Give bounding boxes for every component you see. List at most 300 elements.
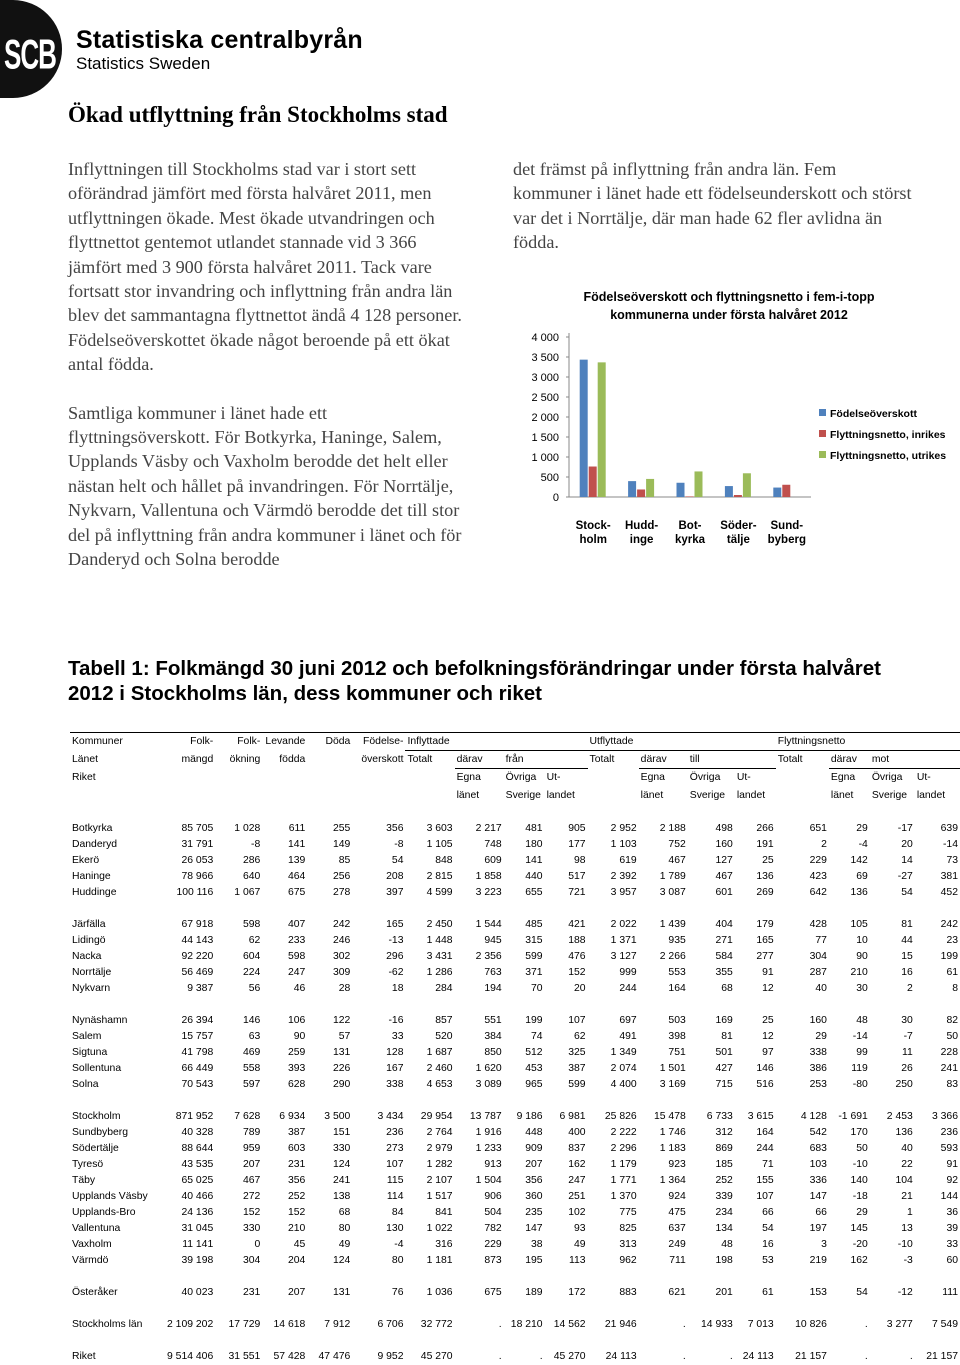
table-cell: 91 xyxy=(946,1159,958,1170)
table-header-cell xyxy=(215,787,262,805)
table-header-cell: födda xyxy=(279,754,306,765)
table-header-cell: från xyxy=(504,751,545,769)
table-cell: 30 xyxy=(901,1015,913,1026)
table-cell: 751 xyxy=(668,1047,686,1058)
table-cell: 39 198 xyxy=(181,1255,214,1266)
table-cell: 164 xyxy=(668,983,686,994)
table-cell: 1 022 xyxy=(426,1223,453,1234)
chart-y-tick-label: 0 xyxy=(552,492,559,504)
table-cell: -16 xyxy=(388,1015,404,1026)
table-cell: 8 xyxy=(952,983,958,994)
table-cell: 53 xyxy=(762,1255,774,1266)
logo-organization-subtitle: Statistics Sweden xyxy=(76,54,211,73)
table-cell: 287 xyxy=(809,967,827,978)
table-header-cell xyxy=(545,751,588,769)
chart-bar xyxy=(589,467,597,497)
table-cell: 469 xyxy=(242,1047,261,1058)
table-cell: 384 xyxy=(484,1031,502,1042)
table-cell: 249 xyxy=(668,1239,686,1250)
table-row-label: Stockholm xyxy=(72,1110,121,1122)
table-cell: -10 xyxy=(897,1239,913,1250)
table-cell: 146 xyxy=(242,1015,261,1026)
table-cell: 99 xyxy=(856,1047,868,1058)
table-cell: 40 328 xyxy=(181,1127,214,1138)
table-cell: 2 022 xyxy=(610,919,637,930)
table-cell: 43 535 xyxy=(181,1159,214,1170)
table-cell: 869 xyxy=(715,1143,733,1154)
chart-category-label: Bot- xyxy=(678,520,702,532)
chart-y-tick-label: 1 000 xyxy=(531,452,559,464)
table-cell: 1 439 xyxy=(659,919,686,930)
table-cell: 234 xyxy=(715,1207,733,1218)
table-cell: -10 xyxy=(852,1159,868,1170)
table-cell: 29 954 xyxy=(420,1111,453,1122)
table-cell: 114 xyxy=(386,1191,404,1202)
table-cell: 3 169 xyxy=(659,1079,686,1090)
table-row-label: Solna xyxy=(72,1078,99,1090)
table-cell: 277 xyxy=(756,951,774,962)
table-row xyxy=(70,1285,960,1301)
table-cell: 715 xyxy=(715,1079,733,1090)
scb-logo xyxy=(0,0,390,100)
table-cell: . xyxy=(682,1319,686,1330)
table-header-cell xyxy=(735,751,776,769)
table-cell: 130 xyxy=(386,1223,404,1234)
table-row xyxy=(70,1317,960,1333)
table-cell: 597 xyxy=(242,1079,261,1090)
table-cell: 33 xyxy=(946,1239,958,1250)
table-cell: 14 562 xyxy=(553,1319,586,1330)
body-paragraph: det främst på inflyttning från andra län. Fem kommuner i länet hade ett födelseunderskott och störst var det i Norrtälje, där man hade 62 fler avlidna än födda. xyxy=(513,159,912,253)
table-cell: 28 xyxy=(338,983,351,994)
table-cell: 1 771 xyxy=(610,1175,637,1186)
table-row-label: Nynäshamn xyxy=(72,1014,128,1026)
chart-bar xyxy=(580,360,588,497)
table-cell: 309 xyxy=(332,967,351,978)
table-cell: 491 xyxy=(619,1031,637,1042)
table-row xyxy=(70,1061,960,1077)
table-cell: . xyxy=(864,1319,868,1330)
table-header-cell: Sverige xyxy=(689,790,725,801)
table-cell: 400 xyxy=(568,1127,586,1138)
table-header-cell xyxy=(215,769,262,787)
table-cell: 1 349 xyxy=(610,1047,637,1058)
table-cell: 40 xyxy=(815,983,827,994)
table-cell: 241 xyxy=(940,1063,958,1074)
table-cell: -4 xyxy=(858,839,868,850)
table-cell: 142 xyxy=(850,855,868,866)
table-header-cell: länet xyxy=(456,790,480,801)
table-cell: 2 952 xyxy=(610,823,637,834)
table-cell: 504 xyxy=(484,1207,502,1218)
table-cell: 80 xyxy=(391,1255,404,1266)
table-row-label: Södertälje xyxy=(72,1142,119,1154)
table-cell: 54 xyxy=(391,855,404,866)
table-cell: 1 036 xyxy=(426,1287,453,1298)
table-cell: 107 xyxy=(756,1191,774,1202)
table-cell: 2 266 xyxy=(659,951,686,962)
table-cell: 3 957 xyxy=(610,887,637,898)
table-cell: 26 053 xyxy=(181,855,214,866)
table-row xyxy=(70,965,960,981)
table-cell: 224 xyxy=(242,967,261,978)
table-cell: 210 xyxy=(850,967,868,978)
table-cell: 517 xyxy=(568,871,586,882)
table-cell: 136 xyxy=(756,871,774,882)
table-cell: 253 xyxy=(809,1079,827,1090)
chart-title: Födelseöverskott och flyttningsnetto i fem-i-topp xyxy=(583,290,875,304)
table-cell: 1 504 xyxy=(475,1175,502,1186)
table-cell: 107 xyxy=(568,1015,586,1026)
table-cell: 134 xyxy=(715,1223,733,1234)
table-cell: 906 xyxy=(484,1191,502,1202)
table-cell: 599 xyxy=(568,1079,586,1090)
table-cell: 92 220 xyxy=(181,951,214,962)
table-header-cell: därav xyxy=(639,751,688,769)
table-cell: 82 xyxy=(946,1015,958,1026)
chart-bar xyxy=(677,483,685,497)
chart-y-tick-label: 3 000 xyxy=(531,372,559,384)
table-cell: 65 025 xyxy=(181,1175,214,1186)
table-cell: 2 764 xyxy=(426,1127,453,1138)
table-header-cell xyxy=(352,787,405,805)
table-cell: 165 xyxy=(756,935,774,946)
body-column-right xyxy=(513,157,913,255)
table-row-label: Tyresö xyxy=(72,1158,104,1170)
table-cell: 188 xyxy=(568,935,586,946)
table-cell: 14 618 xyxy=(273,1319,306,1330)
table-cell: 162 xyxy=(568,1159,586,1170)
table-row-label: Nykvarn xyxy=(72,982,111,994)
table-cell: 9 387 xyxy=(187,983,214,994)
table-cell: 371 xyxy=(525,967,543,978)
table-cell: 153 xyxy=(809,1287,827,1298)
table-cell: 7 013 xyxy=(747,1319,774,1330)
table-cell: 553 xyxy=(668,967,686,978)
table-cell: 31 045 xyxy=(181,1223,214,1234)
table-spacer-row xyxy=(70,997,960,1013)
table-cell: 56 xyxy=(248,983,261,994)
table-cell: 1 370 xyxy=(610,1191,637,1202)
table-cell: 155 xyxy=(756,1175,774,1186)
table-header-cell xyxy=(639,733,688,751)
table-cell: 2 392 xyxy=(610,871,637,882)
table-cell: -4 xyxy=(394,1239,404,1250)
table-cell: 146 xyxy=(756,1063,774,1074)
table-cell: 48 xyxy=(856,1015,868,1026)
table-cell: 11 xyxy=(902,1047,913,1058)
table-cell: 39 xyxy=(946,1223,958,1234)
table-cell: 398 xyxy=(668,1031,686,1042)
table-header-cell: Egna xyxy=(456,772,481,784)
table-header-cell: Inflyttade xyxy=(405,733,454,751)
table-cell: 21 157 xyxy=(795,1351,827,1362)
table-cell: 2 217 xyxy=(475,823,502,834)
table-cell: 2 979 xyxy=(426,1143,453,1154)
table-cell: 857 xyxy=(435,1015,453,1026)
table-cell: 3 434 xyxy=(377,1111,404,1122)
table-cell: 2 453 xyxy=(886,1111,913,1122)
table-cell: 228 xyxy=(940,1047,958,1058)
table-cell: 229 xyxy=(809,855,827,866)
table-cell: 15 xyxy=(901,951,913,962)
table-row-label: Nacka xyxy=(72,950,102,962)
table-cell: 177 xyxy=(568,839,586,850)
table-cell: 721 xyxy=(568,887,586,898)
table-cell: 3 366 xyxy=(931,1111,958,1122)
table-cell: 640 xyxy=(242,871,261,882)
table-cell: 2 460 xyxy=(426,1063,453,1074)
table-cell: -20 xyxy=(852,1239,868,1250)
table-cell: 959 xyxy=(242,1143,261,1154)
table-cell: 286 xyxy=(242,855,261,866)
table-cell: 655 xyxy=(525,887,543,898)
table-cell: 63 xyxy=(248,1031,261,1042)
table-cell: 628 xyxy=(287,1079,306,1090)
table-cell: 752 xyxy=(668,839,686,850)
table-cell: 272 xyxy=(242,1191,261,1202)
table-cell: 199 xyxy=(525,1015,543,1026)
table-cell: 475 xyxy=(668,1207,686,1218)
chart-category-label: kyrka xyxy=(674,534,706,546)
chart-bar xyxy=(628,481,636,497)
table-cell: 68 xyxy=(338,1207,351,1218)
table-cell: 152 xyxy=(242,1207,261,1218)
table-cell: 20 xyxy=(901,839,913,850)
table-header-cell xyxy=(545,733,588,751)
table-cell: 2 xyxy=(907,983,913,994)
table-row-label: Lidingö xyxy=(72,934,106,946)
table-cell: 1 233 xyxy=(475,1143,502,1154)
bar-chart xyxy=(513,285,953,555)
table-header-cell: mot xyxy=(870,751,915,769)
table-cell: 1 858 xyxy=(475,871,502,882)
table-cell: 593 xyxy=(940,1143,958,1154)
table-cell: 144 xyxy=(940,1191,958,1202)
table-row xyxy=(70,1349,960,1365)
table-title: Tabell 1: Folkmängd 30 juni 2012 och befolkningsförändringar under första halvåret 2012 i Stockholms län, dess kommuner och riket xyxy=(68,657,881,705)
table-cell: 330 xyxy=(332,1143,351,1154)
table-cell: 191 xyxy=(756,839,774,850)
table-cell: 62 xyxy=(573,1031,586,1042)
table-cell: 56 469 xyxy=(181,967,214,978)
table-cell: 6 733 xyxy=(706,1111,733,1122)
table-cell: 49 xyxy=(338,1239,351,1250)
table-cell: 199 xyxy=(940,951,958,962)
table-cell: 76 xyxy=(391,1287,404,1298)
table-cell: 219 xyxy=(809,1255,827,1266)
table-header-cell: landet xyxy=(916,790,946,801)
table-cell: 194 xyxy=(484,983,502,994)
table-cell: 62 xyxy=(248,935,261,946)
table-cell: 621 xyxy=(668,1287,686,1298)
table-cell: 873 xyxy=(484,1255,502,1266)
table-cell: 789 xyxy=(242,1127,261,1138)
table-row-label: Österåker xyxy=(72,1286,118,1298)
table-cell: 651 xyxy=(809,823,827,834)
table-cell: 54 xyxy=(856,1287,868,1298)
table-cell: 7 628 xyxy=(234,1111,261,1122)
table-row xyxy=(70,1125,960,1141)
table-cell: 0 xyxy=(254,1239,261,1250)
table-row-label: Sigtuna xyxy=(72,1046,108,1058)
table-cell: 269 xyxy=(756,887,774,898)
table-row xyxy=(70,1157,960,1173)
table-header-cell: Länet xyxy=(72,754,99,765)
table-cell: . xyxy=(864,1351,868,1362)
table-cell: 266 xyxy=(756,823,774,834)
table-cell: 44 143 xyxy=(181,935,214,946)
table-cell: 609 xyxy=(484,855,502,866)
chart-category-label: tälje xyxy=(726,534,750,546)
table-cell: 1 620 xyxy=(475,1063,502,1074)
table-cell: 356 xyxy=(525,1175,543,1186)
table-cell: 81 xyxy=(721,1031,733,1042)
table-header-cell: ökning xyxy=(229,754,261,765)
table-cell: 2 815 xyxy=(426,871,453,882)
table-cell: 179 xyxy=(756,919,774,930)
chart-bar xyxy=(725,486,733,497)
table-cell: 145 xyxy=(850,1223,868,1234)
table-cell: 70 543 xyxy=(181,1079,214,1090)
table-row xyxy=(70,821,960,837)
table-cell: 122 xyxy=(332,1015,351,1026)
table-row xyxy=(70,837,960,853)
table-cell: 115 xyxy=(386,1175,404,1186)
chart-y-tick-label: 1 500 xyxy=(531,432,559,444)
table-cell: 551 xyxy=(484,1015,502,1026)
table-cell: 250 xyxy=(895,1079,913,1090)
chart-legend-label: Flyttningsnetto, utrikes xyxy=(830,450,947,462)
table-header-row xyxy=(70,733,960,751)
table-cell: 423 xyxy=(809,871,827,882)
table-header-cell: Ut- xyxy=(736,772,751,784)
table-header-cell: Övriga xyxy=(505,772,537,784)
table-cell: 14 xyxy=(901,855,913,866)
body-paragraph: Samtliga kommuner i länet hade ett flyttningsöverskott. För Botkyrka, Haninge, Salem, Upplands Väsby och Vaxholm berodde det helt eller nästan helt och hållet på invandringen. För Norrtälje, Nykvarn, Vallentuna och Värmdö berodde det till stor del på inflyttning från andra kommuner i länet och för Danderyd och Solna berodde xyxy=(68,402,462,570)
table-cell: 252 xyxy=(287,1191,306,1202)
table-header-cell: Egna xyxy=(640,772,665,784)
table-cell: 2 107 xyxy=(426,1175,453,1186)
table-cell: -14 xyxy=(852,1031,868,1042)
table-cell: 13 787 xyxy=(469,1111,502,1122)
table-cell: 26 394 xyxy=(181,1015,214,1026)
table-header-cell xyxy=(588,769,639,787)
table-cell: 18 210 xyxy=(510,1319,543,1330)
table-cell: 13 xyxy=(901,1223,913,1234)
table-cell: 104 xyxy=(895,1175,913,1186)
table-cell: 124 xyxy=(332,1255,351,1266)
table-cell: 68 xyxy=(721,983,733,994)
table-cell: 26 xyxy=(901,1063,913,1074)
chart-bar xyxy=(734,495,742,497)
table-cell: 848 xyxy=(435,855,453,866)
table-cell: -14 xyxy=(942,839,958,850)
table-cell: 601 xyxy=(715,887,733,898)
table-row xyxy=(70,1173,960,1189)
table-cell: 167 xyxy=(386,1063,404,1074)
table-cell: 3 223 xyxy=(475,887,502,898)
table-spacer-row xyxy=(70,901,960,917)
table-header-cell xyxy=(352,769,405,787)
table-cell: 386 xyxy=(809,1063,827,1074)
table-cell: 883 xyxy=(619,1287,637,1298)
table-cell: 103 xyxy=(809,1159,827,1170)
table-cell: 140 xyxy=(850,1175,868,1186)
table-cell: 11 141 xyxy=(182,1239,214,1250)
table-header-cell: länet xyxy=(640,790,664,801)
table-cell: 284 xyxy=(435,983,453,994)
table-cell: 2 xyxy=(821,839,827,850)
table-cell: -3 xyxy=(903,1255,913,1266)
table-cell: 20 xyxy=(573,983,586,994)
table-row xyxy=(70,1205,960,1221)
table-cell: 21 xyxy=(901,1191,913,1202)
table-header-cell: Folk- xyxy=(152,733,215,751)
table-cell: 66 xyxy=(762,1207,774,1218)
table-header-cell xyxy=(588,787,639,805)
table-cell: 924 xyxy=(668,1191,686,1202)
table-cell: 85 705 xyxy=(181,823,214,834)
table-cell: 66 xyxy=(815,1207,827,1218)
table-cell: 207 xyxy=(242,1159,261,1170)
chart-bar xyxy=(686,496,694,497)
table-cell: 3 431 xyxy=(426,951,453,962)
table-cell: 598 xyxy=(242,919,261,930)
table-cell: 407 xyxy=(287,919,306,930)
table-cell: 45 xyxy=(293,1239,306,1250)
table-cell: 180 xyxy=(525,839,543,850)
table-cell: 683 xyxy=(809,1143,827,1154)
table-cell: 80 xyxy=(338,1223,351,1234)
table-row-label: Täby xyxy=(72,1174,96,1186)
table-cell: 231 xyxy=(287,1159,306,1170)
table-header-cell: Riket xyxy=(72,772,96,783)
table-row xyxy=(70,869,960,885)
table-cell: 30 xyxy=(856,983,868,994)
table-cell: 73 xyxy=(946,855,958,866)
table-cell: 25 xyxy=(762,855,774,866)
table-cell: 18 xyxy=(391,983,404,994)
table-cell: 1 105 xyxy=(426,839,453,850)
table-cell: 3 087 xyxy=(659,887,686,898)
chart-legend-swatch xyxy=(819,409,826,416)
table-cell: 208 xyxy=(386,871,404,882)
table-row xyxy=(70,853,960,869)
table-cell: 32 772 xyxy=(420,1319,453,1330)
table-cell: 467 xyxy=(668,855,686,866)
table-cell: 259 xyxy=(287,1047,306,1058)
table-header-cell: Födelse- xyxy=(352,733,405,751)
table-cell: 235 xyxy=(525,1207,543,1218)
table-row xyxy=(70,1189,960,1205)
table-cell: 256 xyxy=(332,871,351,882)
table-cell: 296 xyxy=(386,951,404,962)
table-cell: 4 653 xyxy=(426,1079,453,1090)
table-cell: 642 xyxy=(809,887,827,898)
table-cell: 16 xyxy=(762,1239,774,1250)
table-header-cell: landet xyxy=(736,790,766,801)
table-header-cell: Levande xyxy=(262,733,307,751)
table-cell: 60 xyxy=(946,1255,958,1266)
table-row-label: Järfälla xyxy=(72,918,106,930)
table-cell: 31 791 xyxy=(181,839,214,850)
table-cell: 10 xyxy=(856,935,868,946)
table-cell: 207 xyxy=(287,1287,306,1298)
table-cell: . xyxy=(729,1351,733,1362)
table-cell: 25 826 xyxy=(604,1111,637,1122)
table-cell: 54 xyxy=(901,887,913,898)
